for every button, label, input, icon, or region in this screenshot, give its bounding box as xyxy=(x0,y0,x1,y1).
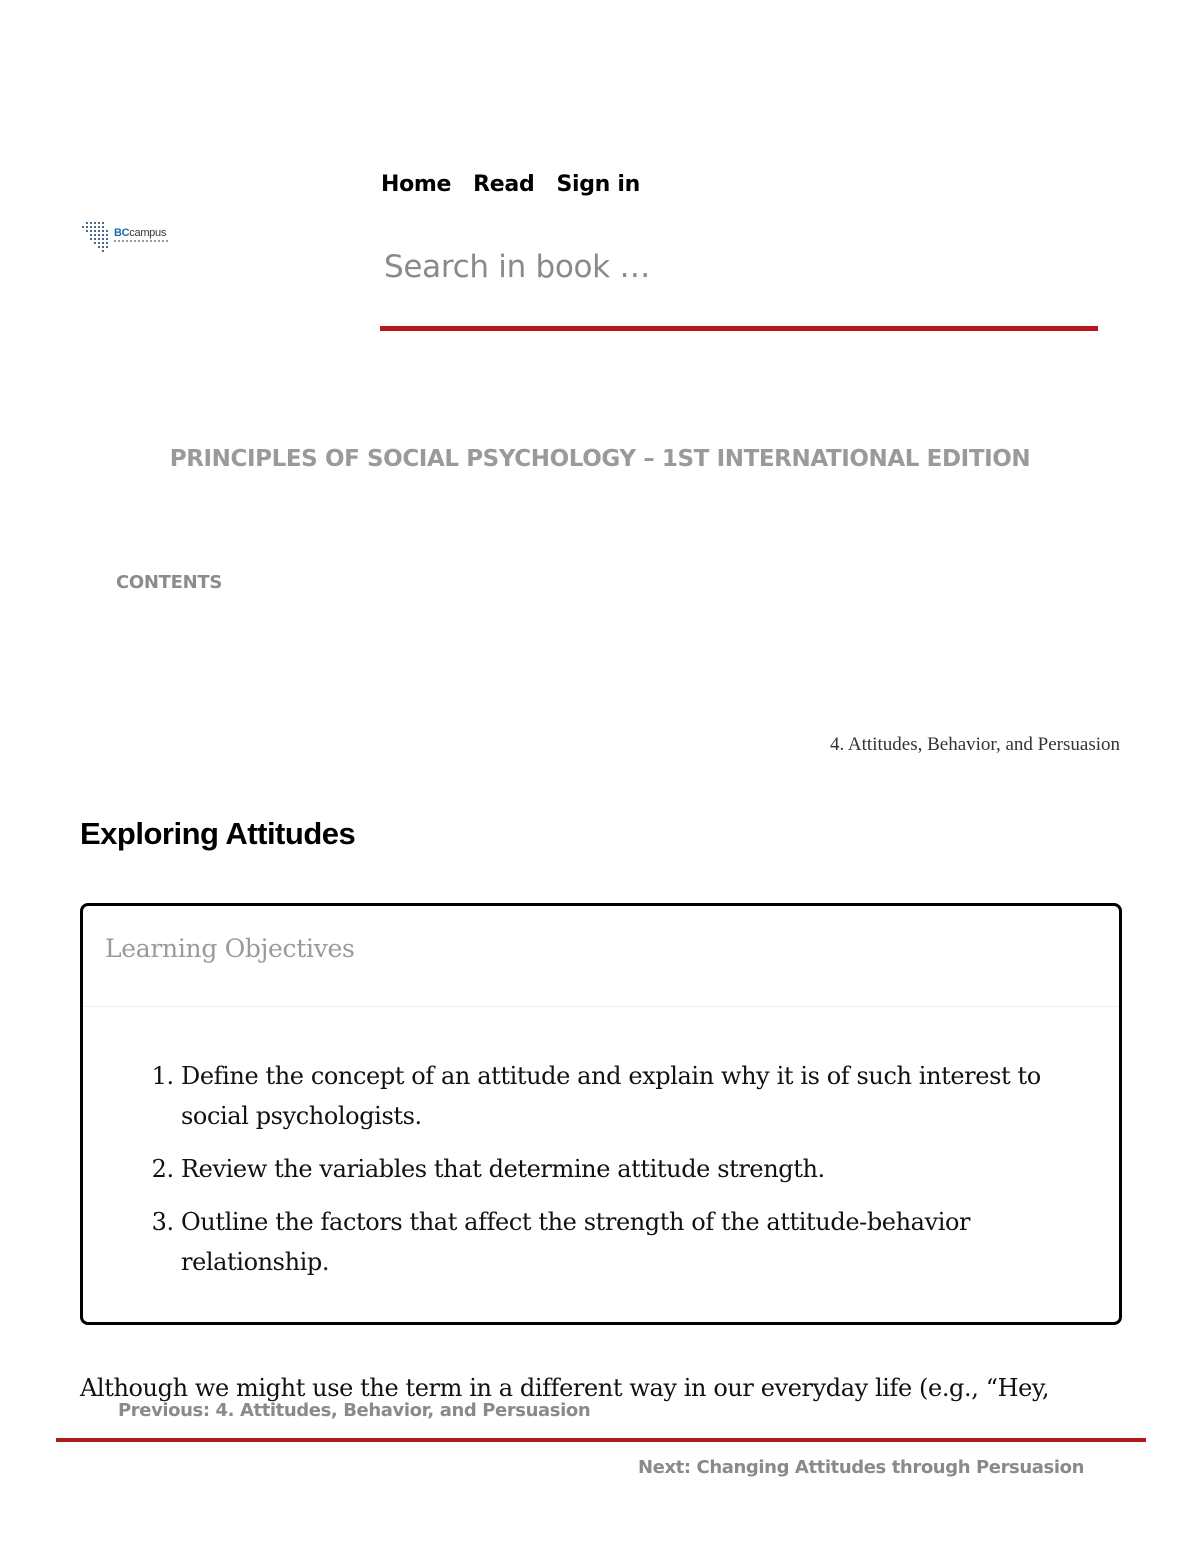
breadcrumb-chapter-link[interactable]: 4. Attitudes, Behavior, and Persuasion xyxy=(829,734,1120,755)
logo-dot-grid-icon xyxy=(80,218,114,254)
logo-brand-rest: campus xyxy=(129,227,167,239)
list-item: 2. Review the variables that determine attitude strength. xyxy=(181,1149,1096,1189)
nav-home-link[interactable]: Home xyxy=(381,172,452,197)
page-title: Exploring Attitudes xyxy=(80,816,356,851)
search-bar xyxy=(380,245,1098,331)
logo-brand: BC xyxy=(114,227,130,239)
learning-objectives-box xyxy=(80,903,1122,1325)
learning-objectives-heading: Learning Objectives xyxy=(105,934,355,963)
footer-divider xyxy=(56,1438,1146,1442)
contents-toggle-button[interactable]: CONTENTS xyxy=(116,572,223,593)
nav-read-link[interactable]: Read xyxy=(473,172,535,197)
list-item: 1. Define the concept of an attitude and explain why it is of such interest to social psychologists. xyxy=(181,1056,1096,1136)
list-item: 3. Outline the factors that affect the strength of the attitude-behavior relationship. xyxy=(181,1202,1096,1282)
nav-sign-in-link[interactable]: Sign in xyxy=(556,172,640,197)
logo-tagline-line xyxy=(114,240,170,242)
bccampus-logo[interactable] xyxy=(80,218,172,254)
body-text-clip xyxy=(80,1368,1122,1402)
previous-page-link[interactable]: Previous: 4. Attitudes, Behavior, and Persuasion xyxy=(118,1400,591,1421)
logo-wordmark xyxy=(114,227,166,239)
search-input[interactable] xyxy=(380,245,1088,289)
top-nav xyxy=(381,172,640,197)
book-title-link[interactable]: PRINCIPLES OF SOCIAL PSYCHOLOGY – 1ST INTERNATIONAL EDITION xyxy=(169,446,1031,472)
breadcrumb xyxy=(830,734,1120,756)
learning-objectives-list xyxy=(179,1056,1096,1295)
body-paragraph: Although we might use the term in a different way in our everyday life (e.g., “Hey, xyxy=(80,1374,1050,1402)
learning-objectives-header xyxy=(83,906,1119,1007)
next-page-link[interactable]: Next: Changing Attitudes through Persuasion xyxy=(637,1457,1084,1478)
